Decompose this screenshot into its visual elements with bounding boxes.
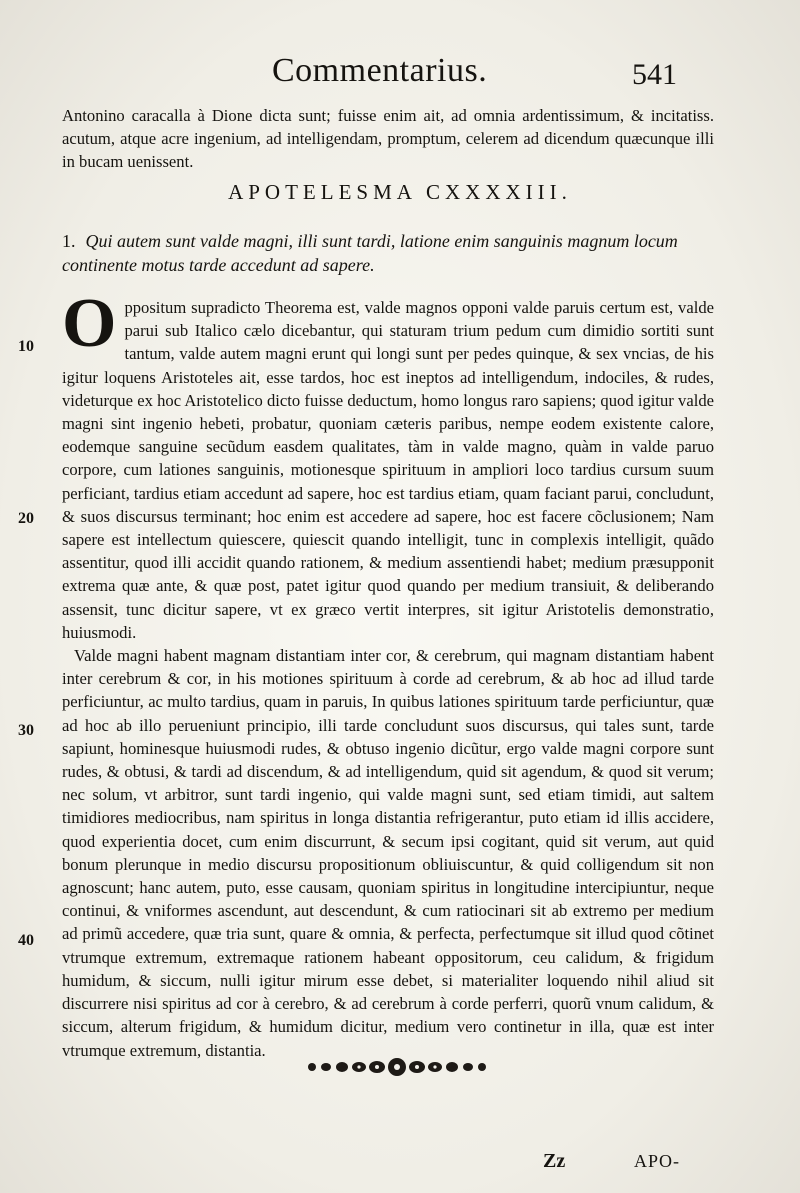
page-number: 541 xyxy=(632,58,677,91)
section-heading: APOTELESMA CXXXXIII. xyxy=(228,180,572,204)
decorative-ornament xyxy=(302,1054,492,1080)
thesis-marker: 1. xyxy=(62,231,76,251)
running-header xyxy=(0,52,800,98)
commentary-paragraph xyxy=(62,285,714,644)
commentary-paragraph-1-text: ppositum supradicto Theorema est, valde magnos opponi valde paruis certum est, valde parui sub Italico cælo dicebantur, qui staturam trium pedum cum dimidio sortiti sunt tantum, valde autem magni erunt qui longi sunt per pedes quinque, & sex vncias, de his igitur loquens Aristoteles ait, esse tardos, hoc est ineptos ad intelligendum, indociles, & rudes, videturque ex hoc Aristotelico dicto fuisse deductum, homo longus raro sapiens; quod igitur valde magni sint ingenio hebeti, probatur, quoniam cæteris paribus, nempe eodem existente calore, eodemque sanguine secũdum easdem qualitates, tàm in valde magno, quàm in valde paruo corpore, cum lationes sanguinis, motionesque spirituum in ampliori loco tardius cursum suum perficiant, tardius etiam accedunt ad sapere, hoc est tardius etiam, quam faciant parui, concludunt, & suos discursus terminant; hoc enim est accedere ad sapere, hoc est facere cõclusionem; Nam sapere est intellectum quiescere, quiescit quando intelligit, tunc in complexis intelligit, quãdo assentitur, quod illi accidit quando rationem, & medium assentiendi habet; medium præsupponit extrema quæ ante, & quæ post, patet igitur quod quando per medium transiuit, & deliberando assensit, tunc dicitur sapere, vt ex græco vertit interpres, sit igitur Aristotelis demonstratio, huiusmodi. xyxy=(62,298,714,642)
line-number-40: 40 xyxy=(18,932,34,949)
line-number-20: 20 xyxy=(18,510,34,527)
commentary xyxy=(62,285,714,1062)
thesis-text: Qui autem sunt valde magni, illi sunt tardi, latione enim sanguinis magnum locum continente motus tarde accedunt ad sapere. xyxy=(62,231,678,275)
catchword: APO- xyxy=(634,1151,681,1171)
drop-cap: O xyxy=(62,285,117,362)
line-number-10: 10 xyxy=(18,338,34,355)
signature-mark: Zz xyxy=(543,1150,566,1172)
running-title: Commentarius. xyxy=(272,52,488,89)
intro-paragraph: Antonino caracalla à Dione dicta sunt; fuisse enim ait, ad omnia ardentissimum, & incitatiss. acutum, atque acre ingenium, ad intelligendam, promptum, celerem ad dicendum quæcunque illi in bucam uenissent. xyxy=(62,106,714,172)
thesis-statement xyxy=(62,229,714,277)
line-number-30: 30 xyxy=(18,722,34,739)
margin-line-numbers xyxy=(0,0,60,1193)
commentary-paragraph: Valde magni habent magnam distantiam inter cor, & cerebrum, qui magnam distantiam habent inter cerebrum & cor, in his motiones spirituum à corde ad cerebrum, & ab hoc ad illud tarde perficiuntur, ac multo tardius, quam in paruis, In quibus lationes spirituum tarde perficiuntur, quæ ad hoc ab illo perueniunt principio, illi tarde concludunt suos discursus, qui tales sunt, tarde sapiunt, hominesque huiusmodi rudes, & obtuso ingenio dicũtur, ergo valde magni corpore sunt rudes, & obtusi, & tardi ad discendum, & ad intelligendum, quid sit agendum, & quod sit verum; nec solum, vt arbitror, sunt tardi ingenio, qui valde magni sunt, sed etiam timidi, aut saltem timidiores mediocribus, nam spiritus in longa distantia refrigerantur, puto etiam id illis accidere, quod experientia docet, cum enim discurrunt, & secum ipsi cogitant, quid sit verum, aut quid bonum plerunque in medio discursu propositionum obliuiscuntur, & quid colligendum sit non agnoscunt; hanc autem, puto, esse causam, quoniam spiritus in longitudine intercipiuntur, neque continui, & vniformes ascendunt, aut descendunt, & cum ratiocinari sit ab extremo per medium ad primũ accedere, quæ tria sunt, quare & omnia, & perfecta, perfectumque sit illud quod cõtinet vtrumque extremum, extremaque rationem habeant oppositorum, ceu calidum, & frigidum humidum, & siccum, nulli igitur mirum esse debet, si materialiter loquendo nihil aliud sit discurrere nisi spiritus ad cor à cerebro, & ad cerebrum à corde perferri, quorũ vnum calidum, & siccum, alterum frigidum, & humidum dicitur, medium vero continetur in illa, quæ est inter vtrumque extremum, distantia. xyxy=(62,646,714,1060)
